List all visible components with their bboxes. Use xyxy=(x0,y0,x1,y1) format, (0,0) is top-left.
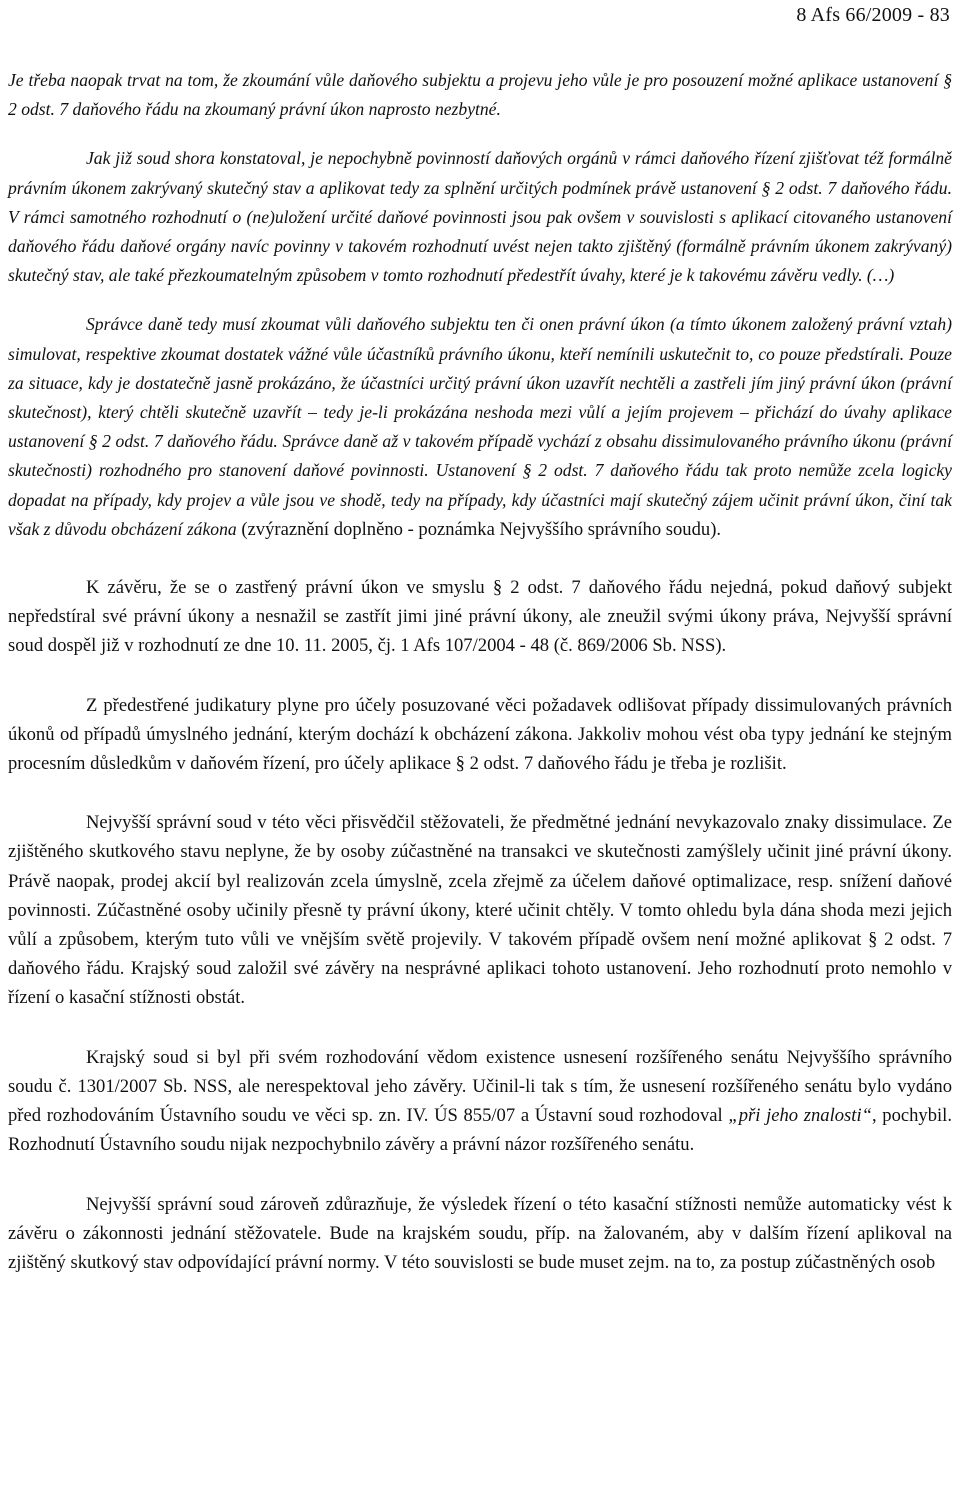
document-body xyxy=(8,66,952,1277)
text-part-a: Krajský soud si byl při svém rozhodování vědom existence usnesení rozšířeného senátu Nejvyššího správního soudu č. 1301/2007 Sb. NSS, ale nerespektoval jeho závěry. Učinil-li tak s tím, že usnesení rozšířeného senátu bylo vydáno před rozhodováním Ústavního soudu ve věci sp. zn. IV. ÚS 855/07 a Ústavní soud rozhodoval xyxy=(8,1046,952,1127)
quoted-phrase: „při jeho znalosti“ xyxy=(728,1105,872,1127)
text-part-b: , pochybil. Rozhodnutí Ústavního soudu nijak nezpochybnilo závěry a právní názor rozšířeného senátu. xyxy=(8,1105,952,1156)
paragraph-case-law: Z předestřené judikatury plyne pro účely posuzované věci požadavek odlišovat případy dissimulovaných právních úkonů od případů úmyslného jednání, kterým dochází k obcházení zákona. Jakkoliv mohou vést oba typy jednání ke stejným procesním důsledkům v daňovém řízení, pro účely aplikace § 2 odst. 7 daňového řádu je třeba je rozlišit. xyxy=(8,694,952,775)
quote-italic-text: Správce daně tedy musí zkoumat vůli daňového subjektu ten či onen právní úkon (a tímto úkonem založený právní vztah) simulovat, respektive zkoumat dostatek vážné vůle účastníků právního úkonu, kteří nemínili uskutečnit to, co pouze předstírali. Pouze za situace, kdy je dostatečně jasně prokázáno, že účastníci určitý právní úkon uzavřít nechtěli a zastřeli jím jiný právní úkon (právní skutečnost), který chtěli skutečně uzavřít – tedy je-li prokázána neshoda mezi vůlí a jejím projevem – přichází do úvahy aplikace ustanovení § 2 odst. 7 daňového řádu. Správce daně až v takovém případě vychází z obsahu dissimulovaného právního úkonu (právní skutečnosti) rozhodného pro stanovení daňové povinnosti. Ustanovení § 2 odst. 7 daňového řádu tak proto nemůže zcela logicky dopadat na případy, kdy projev a vůle jsou ve shodě, tedy na případy, kdy účastníci mají skutečný zájem učinit právní úkon, činí tak však z důvodu obcházení zákona xyxy=(8,314,952,539)
quote-paragraph-2: Jak již soud shora konstatoval, je nepochybně povinností daňových orgánů v rámci daňového řízení zjišťovat též formálně právním úkonem zakrývaný skutečný stav a aplikovat tedy za splnění určitých podmínek právě ustanovení § 2 odst. 7 daňového řádu. V rámci samotného rozhodnutí o (ne)uložení určité daňové povinnosti jsou pak ovšem v souvislosti s aplikací citovaného ustanovení daňového řádu daňové orgány navíc povinny v takovém rozhodnutí uvést nejen takto zjištěný (formálně právním úkonem zakrývaný) skutečný stav, ale také přezkoumatelným způsobem v tomto rozhodnutí předestřít úvahy, které je k takovému závěru vedly. (…) xyxy=(8,148,952,286)
page-reference: 8 Afs 66/2009 - 83 xyxy=(796,4,950,26)
paragraph-conclusion: K závěru, že se o zastřený právní úkon ve smyslu § 2 odst. 7 daňového řádu nejedná, pokud daňový subjekt nepředstíral své právní úkony a nesnažil se zastřít jimi jiné právní úkony, ale zneužil svými úkony práva, Nejvyšší správní soud dospěl již v rozhodnutí ze dne 10. 11. 2005, čj. 1 Afs 107/2004 - 48 (č. 869/2006 Sb. NSS). xyxy=(8,577,952,657)
paragraph-regional-court xyxy=(8,1043,952,1160)
quote-paragraph-3 xyxy=(8,310,952,544)
emphasis-note: (zvýraznění doplněno - poznámka Nejvyššího správního soudu). xyxy=(236,518,722,540)
quote-paragraph-1: Je třeba naopak trvat na tom, že zkoumání vůle daňového subjektu a projevu jeho vůle je pro posouzení možné aplikace ustanovení § 2 odst. 7 daňového řádu na zkoumaný právní úkon naprosto nezbytné. xyxy=(8,70,952,120)
paragraph-final: Nejvyšší správní soud zároveň zdůrazňuje, že výsledek řízení o této kasační stížnosti nemůže automaticky vést k závěru o zákonnosti jednání stěžovatele. Bude na krajském soudu, příp. na žalovaném, aby v dalším řízení aplikoval na zjištěný skutkový stav odpovídající právní normy. V této souvislosti se bude muset zejm. na to, za postup zúčastněných osob xyxy=(8,1193,952,1273)
paragraph-court-finding: Nejvyšší správní soud v této věci přisvědčil stěžovateli, že předmětné jednání nevykazovalo znaky dissimulace. Ze zjištěného skutkového stavu neplyne, že by osoby zúčastněné na transakci ve skutečnosti zamýšlely učinit jiné právní úkony. Právě naopak, prodej akcií byl realizován zcela úmyslně, zcela zřejmě za účelem daňové optimalizace, resp. snížení daňové povinnosti. Zúčastněné osoby učinily přesně ty právní úkony, které učinit chtěly. V tomto ohledu byla dána shoda mezi jejich vůlí a způsobem, kterým tuto vůli ve vnějším světě projevily. V takovém případě ovšem není možné aplikovat § 2 odst. 7 daňového řádu. Krajský soud založil své závěry na nesprávné aplikaci tohoto ustanovení. Jeho rozhodnutí proto nemohlo v řízení o kasační stížnosti obstát. xyxy=(8,812,952,1009)
